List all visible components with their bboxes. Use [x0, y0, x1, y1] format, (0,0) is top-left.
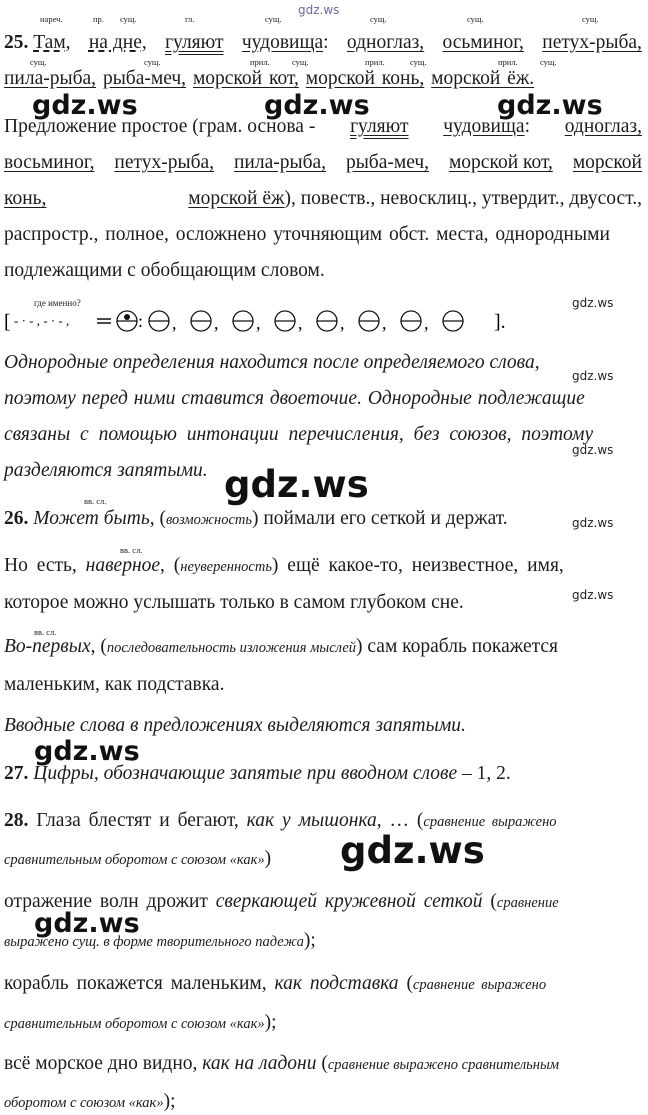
intro-note: неуверенность: [180, 559, 272, 575]
subject: морской: [572, 152, 642, 173]
comparison-note: сравнительным оборотом с союзом «как»: [4, 1016, 265, 1032]
subject: чудовища: [241, 32, 324, 53]
scheme-graphic: [4, 306, 524, 336]
pos-annotation: сущ.: [467, 14, 484, 24]
pos-annotation: сущ.: [292, 57, 309, 67]
explanation-line-4: разделяются запятыми.: [4, 460, 208, 481]
exercise-number: 27.: [4, 763, 29, 784]
svg-text:,: ,: [256, 313, 261, 333]
comparison: как подставка: [274, 973, 399, 994]
analysis-line-3: [4, 188, 642, 210]
svg-text:[: [: [4, 311, 11, 333]
subject: пила-рыба,: [233, 152, 327, 173]
ex26-line-1: 26. Может быть, (возможность) поймали его сеткой и держат.: [4, 508, 508, 529]
ex26-line-2: Но есть, наверное, (неуверенность) ещё какое-то, неизвестное, имя,: [4, 555, 564, 576]
watermark: gdz.ws: [34, 736, 140, 767]
svg-text:,: ,: [382, 313, 387, 333]
subject: петух-рыба,: [542, 32, 642, 53]
comparison-note: сравнение выражено сравнительным: [327, 1057, 560, 1073]
comparison-note: сравнительным оборотом с союзом «как»: [4, 852, 265, 868]
ex28-line-2: сравнительным оборотом с союзом «как»): [4, 848, 272, 869]
pos-annotation: сущ.: [144, 57, 161, 67]
intro-word-label: вв. сл.: [120, 545, 143, 555]
ex27-line: [4, 763, 642, 785]
exercise-number: 25.: [4, 32, 29, 53]
comparison: сверкающей кружевной сеткой: [215, 891, 483, 912]
sentence-text: всё морское дно видно,: [4, 1053, 198, 1074]
subject-group: чудовища:: [443, 116, 530, 137]
watermark: gdz.ws: [224, 463, 369, 506]
ex26-line-5: маленьким, как подставка.: [4, 674, 225, 695]
adverbial: Там,: [33, 32, 71, 53]
pos-annotation: прил.: [498, 57, 518, 67]
analysis-line-5: подлежащими с обобщающим словом.: [4, 260, 325, 281]
small-watermark: gdz.ws: [572, 588, 614, 602]
subject: морской конь,: [305, 68, 425, 89]
sentence-text: поймали его сеткой и держат.: [263, 508, 508, 529]
comparison-note: оборотом с союзом «как»: [4, 1095, 164, 1111]
ex28-line-3: отражение волн дрожит сверкающей кружевной сеткой (сравнение: [4, 891, 559, 912]
pos-annotation: прил.: [250, 57, 270, 67]
comparison-note: сравнение: [496, 895, 559, 911]
site-header-watermark: gdz.ws: [298, 3, 340, 17]
small-watermark: gdz.ws: [572, 369, 614, 383]
sentence-text: , … (: [376, 810, 424, 831]
intro-word: Во-первых: [4, 636, 91, 657]
small-watermark: gdz.ws: [572, 296, 614, 310]
subject: морской кот,: [448, 152, 553, 173]
small-watermark: gdz.ws: [572, 516, 614, 530]
pos-annotation: сущ.: [582, 14, 599, 24]
explanation-line-2: поэтому перед ними ставится двоеточие. Однородные подлежащие: [4, 388, 585, 409]
explanation-line-3: связаны с помощью интонации перечисления, без союзов, поэтому: [4, 424, 594, 445]
watermark: gdz.ws: [497, 90, 603, 121]
sentence-text: ещё какое-то, неизвестное, имя,: [287, 555, 564, 576]
ex25-line1-start: [4, 32, 71, 54]
subject: рыба-меч,: [345, 152, 430, 173]
svg-text:].: ].: [494, 311, 506, 333]
intro-word-label: вв. сл.: [34, 627, 57, 637]
analysis-line-1: [4, 116, 642, 138]
adverbial: на дне,: [88, 32, 147, 53]
subject: чудовища: [443, 116, 525, 137]
subject: морской кот,: [192, 68, 299, 89]
subject: осьминог,: [442, 32, 524, 53]
comparison: как у мышонка: [246, 810, 377, 831]
pos-annotation: пр.: [93, 14, 104, 24]
pos-annotation: гл.: [185, 14, 195, 24]
subject: морской ёж: [188, 188, 285, 209]
small-watermark: gdz.ws: [572, 443, 614, 457]
analysis-text: ), повеств., невосклиц., утвердит., двусост.,: [284, 188, 642, 209]
pos-annotation: прил.: [365, 57, 385, 67]
svg-text:,: ,: [172, 313, 177, 333]
ex28-line-6: сравнительным оборотом с союзом «как»);: [4, 1012, 277, 1033]
analysis-text: Предложение простое (грам. основа -: [4, 116, 316, 137]
comparison: как на ладони: [202, 1053, 317, 1074]
intro-note: возможность: [165, 512, 252, 528]
colon: :: [323, 32, 329, 53]
svg-text:,: ,: [214, 313, 219, 333]
pos-annotation: сущ.: [120, 14, 137, 24]
ex25-sentence-line-2: [4, 68, 642, 90]
predicate: гуляют: [350, 116, 409, 137]
ex27-question: Цифры, обозначающие запятые при вводном слове: [33, 763, 458, 784]
ex26-line-4: Во-первых, (последовательность изложения мыслей) сам корабль покажется: [4, 636, 559, 657]
subject: одноглаз,: [346, 32, 425, 53]
ex25-sentence-line-1: [4, 32, 642, 54]
ex28-line-8: оборотом с союзом «как»);: [4, 1091, 176, 1112]
ex28-line-1: [4, 810, 642, 832]
comparison-note: сравнение выражено: [412, 977, 547, 993]
watermark: gdz.ws: [264, 90, 370, 121]
ex26-rule: Вводные слова в предложениях выделяются запятыми.: [4, 715, 466, 736]
explanation-line-1: Однородные определения находится после определяемого слова,: [4, 352, 540, 373]
watermark: gdz.ws: [340, 829, 485, 872]
exercise-number: 26.: [4, 508, 29, 529]
ex28-line-5: корабль покажется маленьким, как подставка (сравнение выражено: [4, 973, 547, 994]
watermark: gdz.ws: [32, 90, 138, 121]
sentence-text: Но есть,: [4, 555, 77, 576]
comparison-note: сравнение выражено: [423, 814, 557, 830]
watermark: gdz.ws: [34, 908, 140, 939]
subject: рыба-меч,: [102, 68, 187, 89]
svg-text:- · - , - · - ,: - · - , - · - ,: [14, 313, 70, 328]
subject: пила-рыба,: [4, 68, 97, 89]
subject-group: [188, 188, 642, 210]
exercise-number: 28.: [4, 810, 29, 831]
pos-annotation: сущ.: [265, 14, 282, 24]
svg-text::: :: [138, 311, 144, 331]
svg-text:,: ,: [340, 313, 345, 333]
pos-annotation: нареч.: [40, 14, 63, 24]
pos-annotation: сущ.: [30, 57, 47, 67]
analysis-line-4: распростр., полное, осложнено уточняющим обст. места, однородными: [4, 224, 610, 245]
sentence-text: Глаза блестят и бегают,: [36, 810, 239, 831]
subject: морской ёж.: [431, 68, 535, 89]
scheme-question-label: где именно?: [34, 298, 81, 308]
predicate: гуляют: [165, 32, 224, 53]
analysis-line-2: [4, 152, 642, 174]
comparison-note: выражено сущ. в форме творительного падежа: [4, 934, 304, 950]
ex26-line-3: которое можно услышать только в самом глубоком сне.: [4, 592, 464, 613]
sentence-text: отражение волн дрожит: [4, 891, 208, 912]
intro-word: Может быть: [33, 508, 150, 529]
subject: конь,: [4, 188, 47, 209]
pos-annotation: сущ.: [540, 57, 557, 67]
ex28-line-4: выражено сущ. в форме творительного падежа);: [4, 930, 316, 951]
intro-note: последовательность изложения мыслей: [106, 640, 357, 656]
sentence-text: корабль покажется маленьким,: [4, 973, 267, 994]
intro-word: наверное: [85, 555, 161, 576]
svg-text:,: ,: [424, 313, 429, 333]
sentence-text: сам корабль покажется: [367, 636, 559, 657]
intro-word-label: вв. сл.: [84, 496, 107, 506]
svg-text:,: ,: [298, 313, 303, 333]
pos-annotation: сущ.: [370, 14, 387, 24]
subject: одноглаз,: [564, 116, 642, 137]
pos-annotation: сущ.: [410, 57, 427, 67]
ex25-subject-group: [242, 32, 329, 54]
ex28-line-7: всё морское дно видно, как на ладони (сравнение выражено сравнительным: [4, 1053, 560, 1074]
sentence-scheme: [4, 306, 524, 336]
subject: петух-рыба,: [114, 152, 215, 173]
subject: восьминог,: [4, 152, 95, 173]
ex27-answer: – 1, 2.: [462, 763, 511, 784]
